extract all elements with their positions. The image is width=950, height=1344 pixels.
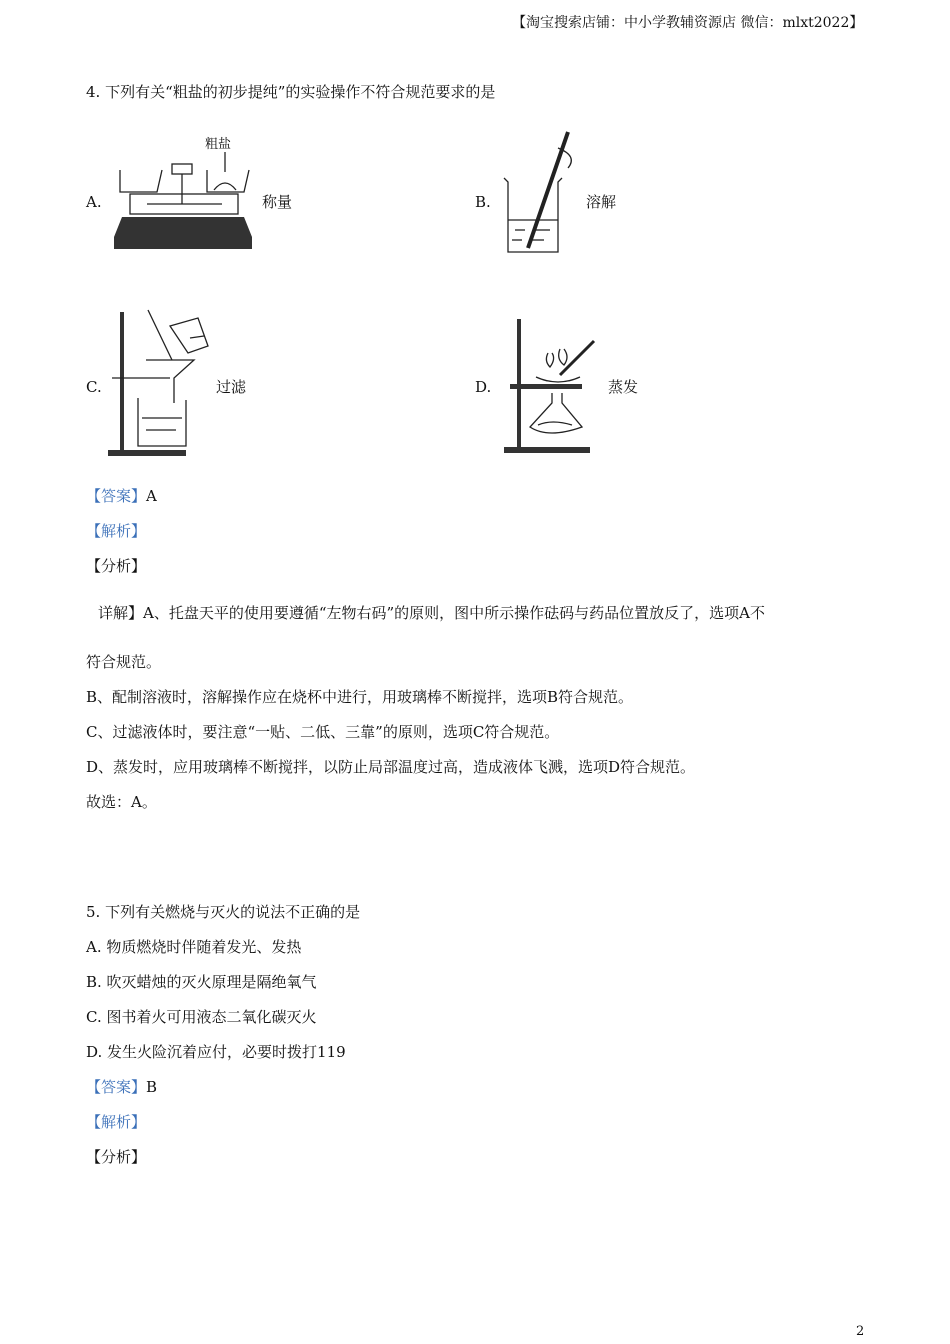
option-c-caption: 过滤 [216, 378, 247, 396]
option-c-letter: C. [86, 378, 102, 396]
option-b-letter: B. [475, 193, 491, 211]
q5-answer-line [86, 1077, 157, 1097]
question-5-stem: 5. 下列有关燃烧与灭火的说法不正确的是 [86, 903, 361, 921]
beaker-stirring-figure [500, 128, 580, 258]
balance-figure [112, 132, 262, 257]
q4-answer: A [146, 487, 157, 505]
q4-answer-tag: 【答案】 [86, 487, 147, 505]
page-number: 2 [856, 1324, 865, 1339]
q4-detail-c: C、过滤液体时，要注意“一贴、二低、三靠”的原则，选项C符合规范。 [86, 723, 560, 741]
q4-answer-line [86, 486, 157, 506]
figure-label-crude-salt: 粗盐 [205, 137, 232, 152]
q5-analysis-tag: 【解析】 [86, 1113, 147, 1131]
option-d-letter: D. [475, 378, 492, 396]
q4-detail-b: B、配制溶液时，溶解操作应在烧杯中进行，用玻璃棒不断搅拌，选项B符合规范。 [86, 688, 634, 706]
q5-fenxi-tag: 【分析】 [86, 1148, 147, 1166]
option-d-caption: 蒸发 [608, 378, 639, 396]
option-a-caption: 称量 [262, 193, 293, 211]
q5-option-d: D. 发生火险沉着应付，必要时拨打119 [86, 1043, 346, 1061]
q5-option-c: C. 图书着火可用液态二氧化碳灭火 [86, 1008, 317, 1026]
question-4-stem: 4. 下列有关“粗盐的初步提纯”的实验操作不符合规范要求的是 [86, 83, 496, 101]
page-header: 【淘宝搜索店铺：中小学教辅资源店 微信：mlxt2022】 [512, 15, 864, 31]
q4-detail-d: D、蒸发时，应用玻璃棒不断搅拌，以防止局部温度过高，造成液体飞溅，选项D符合规范。 [86, 758, 696, 776]
q4-detail-line2: 符合规范。 [86, 653, 162, 671]
evaporation-figure [500, 315, 605, 457]
q5-answer: B [146, 1078, 158, 1096]
q5-option-a: A. 物质燃烧时伴随着发光、发热 [86, 938, 302, 956]
q4-analysis-tag: 【解析】 [86, 522, 147, 540]
q5-option-b: B. 吹灭蜡烛的灭火原理是隔绝氧气 [86, 973, 317, 991]
q4-conclusion: 故选：A。 [86, 793, 157, 811]
filtration-figure [106, 308, 221, 458]
q5-answer-tag: 【答案】 [86, 1078, 147, 1096]
option-b-caption: 溶解 [586, 193, 617, 211]
q4-detail-line1: 详解】A、托盘天平的使用要遵循“左物右码”的原则，图中所示操作砝码与药品位置放反了，选项A不 [98, 604, 766, 622]
q4-fenxi-tag: 【分析】 [86, 557, 147, 575]
option-a-letter: A. [86, 193, 102, 211]
